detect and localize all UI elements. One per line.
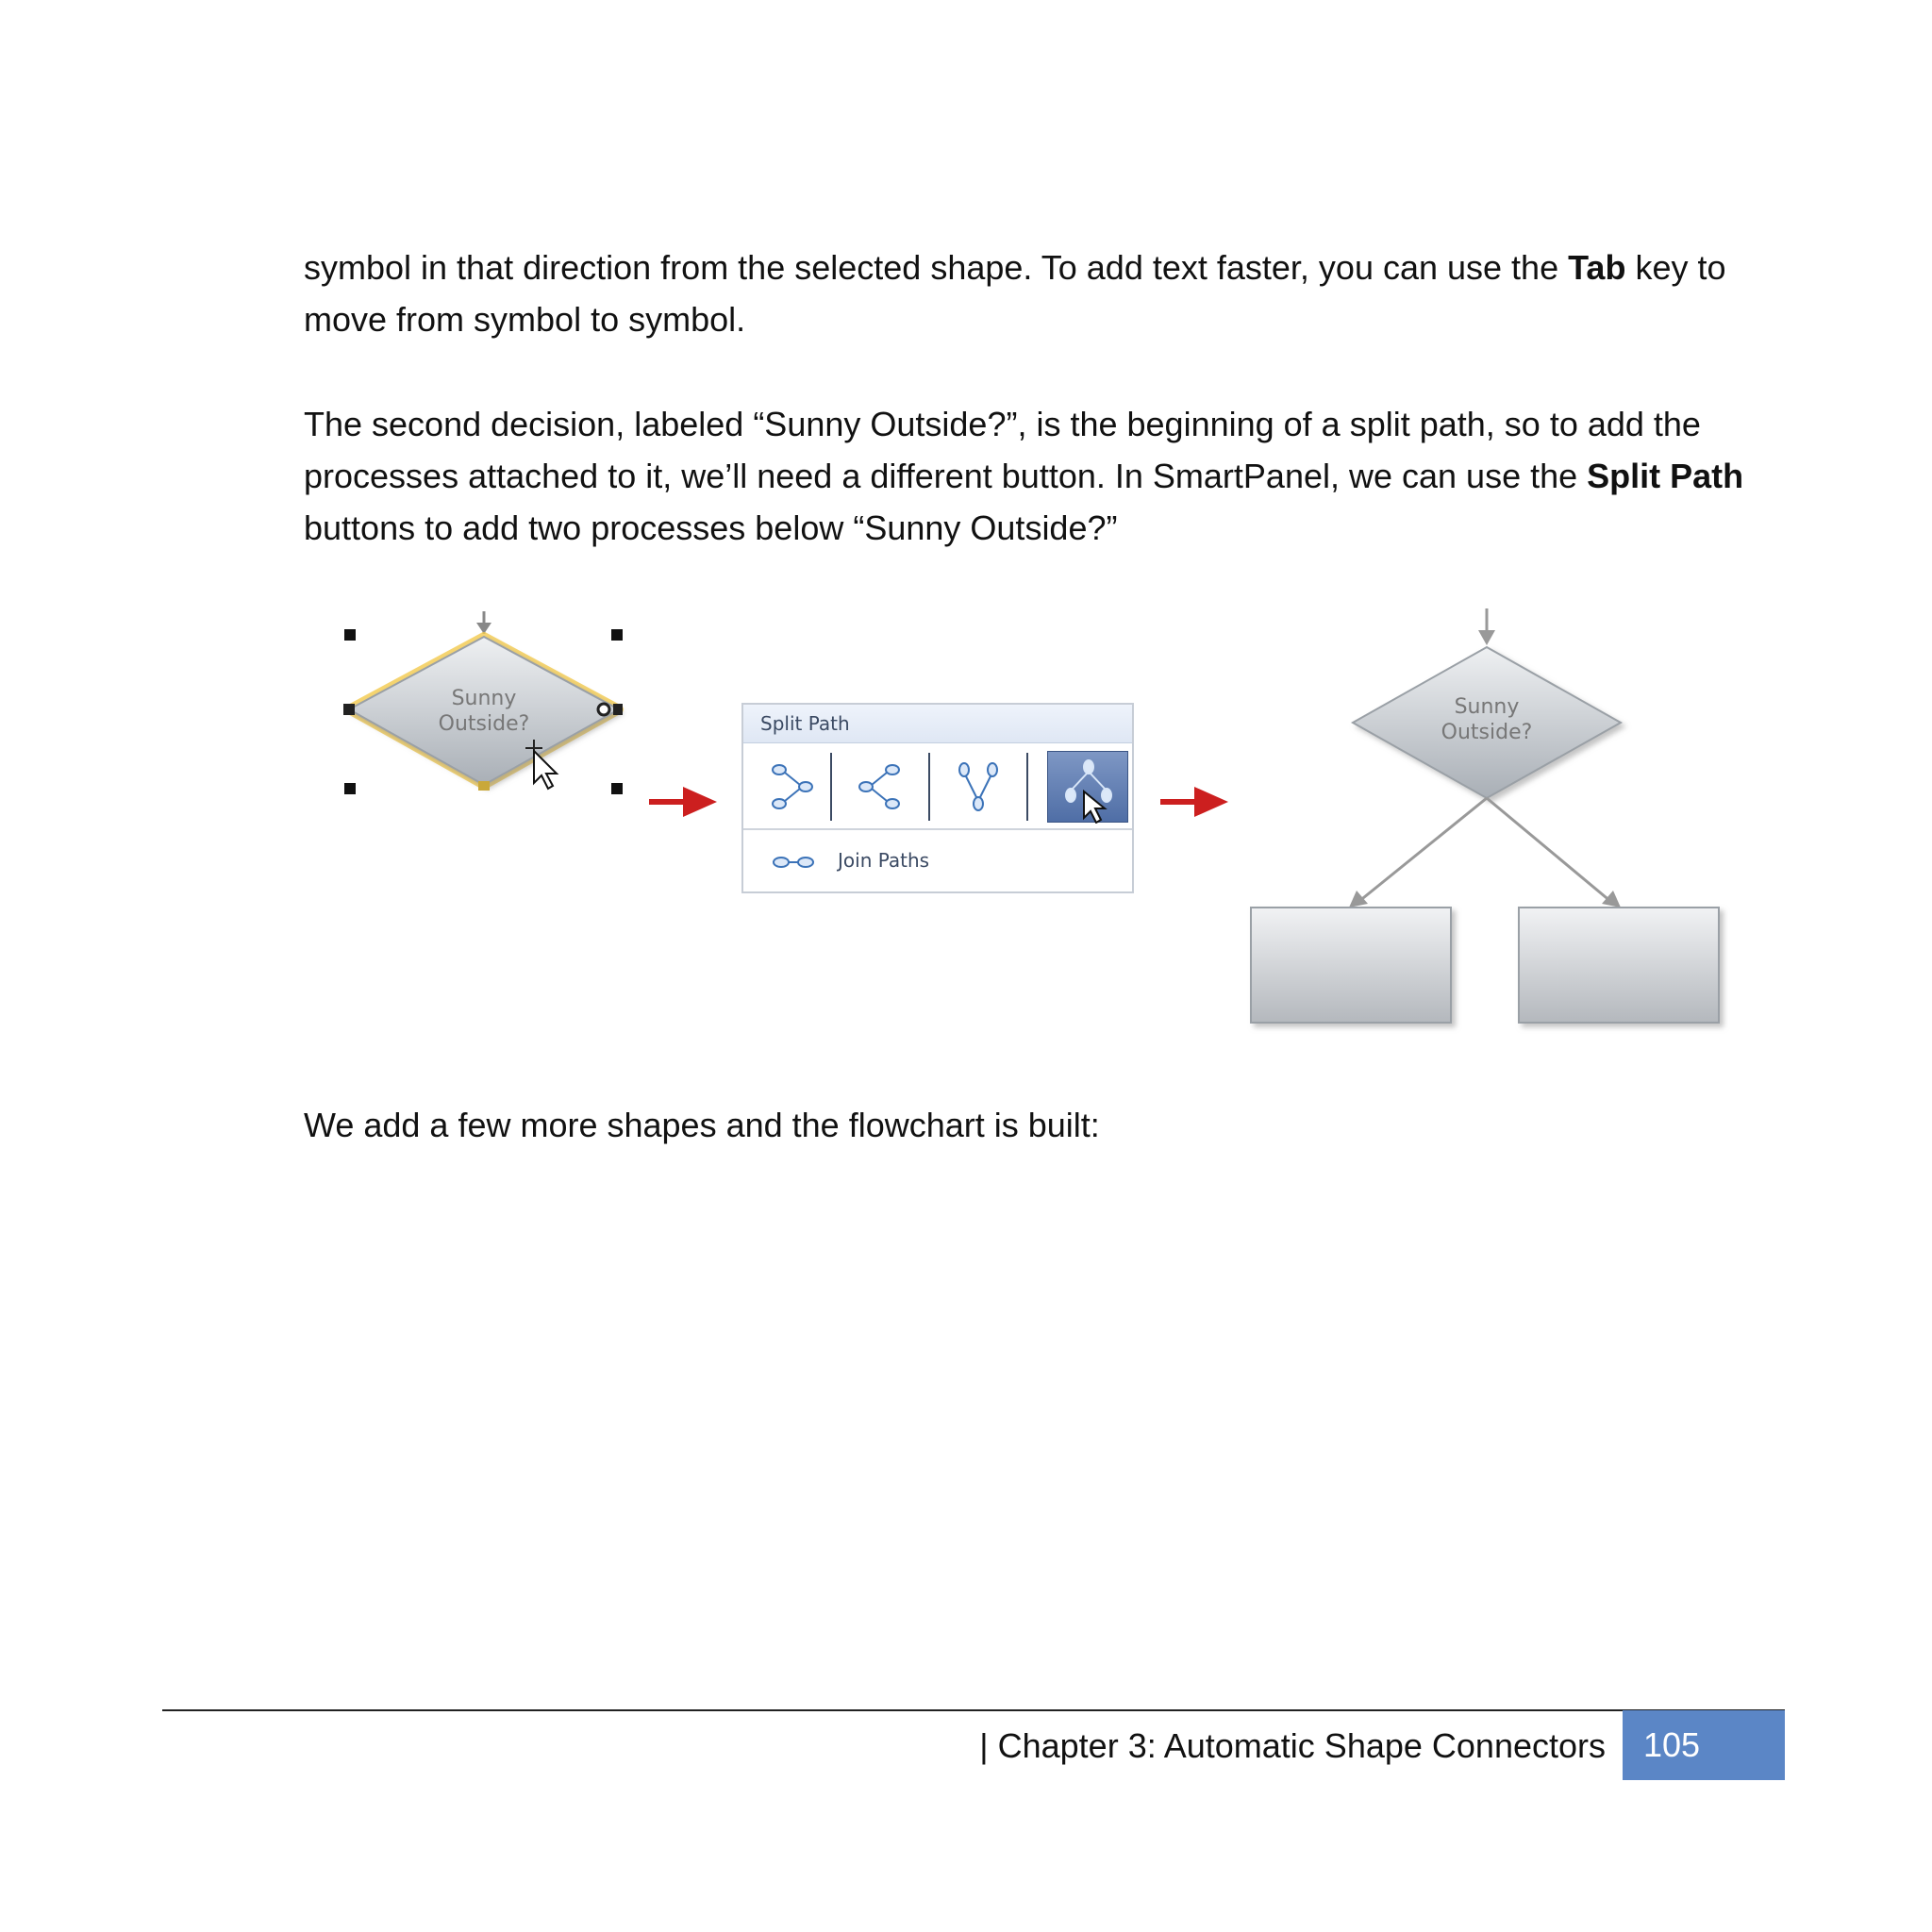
panel-title: Split Path [743,705,1132,743]
split-path-buttons [743,743,1132,830]
split-path-panel [741,703,1134,893]
join-paths-label: Join Paths [838,849,930,872]
process-box-right [1519,908,1719,1023]
split-down-button[interactable] [938,751,1019,823]
paragraph-flowchart-built: We add a few more shapes and the flowchart is built: [304,1106,1100,1144]
decision-label-line: Outside? [438,712,530,736]
decision-label-line: Outside? [1441,721,1533,744]
split-down-icon [938,751,1019,823]
process-box-left [1251,908,1451,1023]
paragraph-text: buttons to add two processes below “Sunny Outside?” [304,508,1118,547]
left-decision-label [418,686,550,737]
paragraph-text: key to move from symbol to symbol. [304,248,1726,339]
red-arrow-icon [649,787,717,817]
split-down-two-button[interactable] [1047,751,1128,823]
bold-tab: Tab [1568,248,1626,287]
bold-split-path: Split Path [1587,457,1744,495]
page-number: 105 [1623,1710,1785,1780]
paragraph-text: symbol in that direction from the selected shape. To add text faster, you can use the [304,248,1569,287]
decision-label-line: Sunny [1454,695,1520,719]
red-arrow-icon [1160,787,1228,817]
paragraph-text: The second decision, labeled “Sunny Outside?”, is the beginning of a split path, so to add the processes attached to it, we’ll need a different button. In SmartPanel, we can use the [304,405,1701,495]
join-paths-icon [772,849,828,877]
result-flowchart [1251,608,1719,1023]
split-left-button[interactable] [840,751,921,823]
split-down-two-icon [1048,752,1129,824]
footer-rule [162,1709,1785,1711]
chapter-footer: | Chapter 3: Automatic Shape Connectors [979,1726,1606,1765]
join-paths-button[interactable] [743,830,1132,894]
split-right-button[interactable] [751,751,832,823]
split-left-icon [840,751,921,823]
split-right-icon [751,751,832,823]
right-decision-label [1421,694,1553,745]
decision-label-line: Sunny [451,687,517,710]
